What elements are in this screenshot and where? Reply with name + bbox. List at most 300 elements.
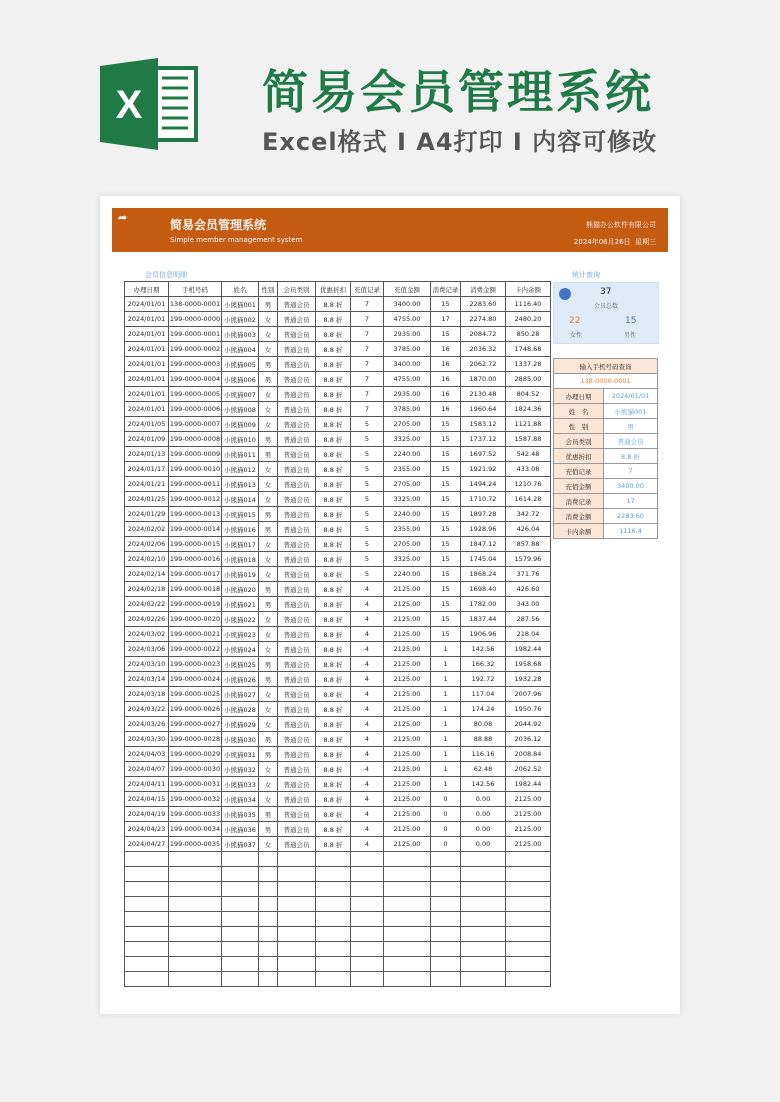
table-cell[interactable]: 2125.00 <box>384 807 431 822</box>
table-cell[interactable]: 2024/04/03 <box>125 747 169 762</box>
table-cell[interactable]: 2024/02/22 <box>125 597 169 612</box>
table-cell[interactable]: 小熊猫024 <box>222 642 259 657</box>
empty-cell[interactable] <box>351 867 384 882</box>
empty-cell[interactable] <box>431 972 461 987</box>
table-cell[interactable]: 普通会员 <box>278 417 316 432</box>
table-cell[interactable]: 8.8 折 <box>316 312 351 327</box>
table-cell[interactable]: 小熊猫023 <box>222 627 259 642</box>
table-cell[interactable]: 218.04 <box>506 627 551 642</box>
table-cell[interactable]: 1 <box>431 717 461 732</box>
table-cell[interactable]: 女 <box>259 462 278 477</box>
table-cell[interactable]: 2024/02/26 <box>125 612 169 627</box>
table-cell[interactable]: 普通会员 <box>278 387 316 402</box>
table-cell[interactable]: 女 <box>259 402 278 417</box>
table-cell[interactable]: 2240.00 <box>384 567 431 582</box>
table-cell[interactable]: 2024/01/25 <box>125 492 169 507</box>
empty-cell[interactable] <box>222 957 259 972</box>
table-cell[interactable]: 8.8 折 <box>316 507 351 522</box>
table-cell[interactable]: 7 <box>351 297 384 312</box>
table-cell[interactable]: 2283.60 <box>461 297 506 312</box>
table-cell[interactable]: 2125.00 <box>384 657 431 672</box>
table-cell[interactable]: 8.8 折 <box>316 522 351 537</box>
table-cell[interactable]: 8.8 折 <box>316 372 351 387</box>
table-cell[interactable]: 2125.00 <box>384 792 431 807</box>
table-cell[interactable]: 2935.00 <box>384 387 431 402</box>
table-cell[interactable]: 199-0000-0016 <box>169 552 222 567</box>
table-cell[interactable]: 小熊猫009 <box>222 417 259 432</box>
table-cell[interactable]: 1928.96 <box>461 522 506 537</box>
table-cell[interactable]: 8.8 折 <box>316 327 351 342</box>
table-cell[interactable]: 7 <box>351 402 384 417</box>
table-cell[interactable]: 4 <box>351 642 384 657</box>
table-cell[interactable]: 1 <box>431 747 461 762</box>
table-cell[interactable]: 4 <box>351 777 384 792</box>
table-cell[interactable]: 4 <box>351 792 384 807</box>
table-cell[interactable]: 4 <box>351 717 384 732</box>
empty-cell[interactable] <box>506 957 551 972</box>
table-cell[interactable]: 199-0000-0018 <box>169 582 222 597</box>
table-cell[interactable]: 199-0000-0006 <box>169 402 222 417</box>
table-cell[interactable]: 199-0000-0011 <box>169 477 222 492</box>
table-cell[interactable]: 小熊猫012 <box>222 462 259 477</box>
table-cell[interactable]: 小熊猫028 <box>222 702 259 717</box>
table-cell[interactable]: 426.04 <box>506 522 551 537</box>
table-cell[interactable]: 5 <box>351 447 384 462</box>
empty-cell[interactable] <box>222 882 259 897</box>
table-cell[interactable]: 小熊猫019 <box>222 567 259 582</box>
table-cell[interactable]: 1745.04 <box>461 552 506 567</box>
table-cell[interactable]: 1697.52 <box>461 447 506 462</box>
table-cell[interactable]: 8.8 折 <box>316 717 351 732</box>
table-cell[interactable]: 5 <box>351 522 384 537</box>
table-cell[interactable]: 142.56 <box>461 777 506 792</box>
table-cell[interactable]: 男 <box>259 297 278 312</box>
table-cell[interactable]: 小熊猫003 <box>222 327 259 342</box>
empty-cell[interactable] <box>461 972 506 987</box>
empty-cell[interactable] <box>506 867 551 882</box>
empty-cell[interactable] <box>125 912 169 927</box>
table-cell[interactable]: 普通会员 <box>278 732 316 747</box>
empty-cell[interactable] <box>259 972 278 987</box>
empty-cell[interactable] <box>259 957 278 972</box>
table-cell[interactable]: 1921.92 <box>461 462 506 477</box>
table-cell[interactable]: 女 <box>259 717 278 732</box>
empty-cell[interactable] <box>125 927 169 942</box>
table-cell[interactable]: 普通会员 <box>278 567 316 582</box>
table-cell[interactable]: 4 <box>351 687 384 702</box>
table-cell[interactable]: 2125.00 <box>506 837 551 852</box>
table-cell[interactable]: 343.00 <box>506 597 551 612</box>
table-cell[interactable]: 15 <box>431 597 461 612</box>
table-cell[interactable]: 15 <box>431 492 461 507</box>
table-cell[interactable]: 4 <box>351 597 384 612</box>
table-cell[interactable]: 普通会员 <box>278 807 316 822</box>
table-cell[interactable]: 小熊猫036 <box>222 822 259 837</box>
empty-cell[interactable] <box>278 912 316 927</box>
table-cell[interactable]: 小熊猫029 <box>222 717 259 732</box>
table-cell[interactable]: 2130.48 <box>461 387 506 402</box>
table-cell[interactable]: 542.48 <box>506 447 551 462</box>
table-cell[interactable]: 4755.00 <box>384 372 431 387</box>
table-cell[interactable]: 普通会员 <box>278 792 316 807</box>
table-cell[interactable]: 199-0000-0000 <box>169 312 222 327</box>
table-cell[interactable]: 女 <box>259 342 278 357</box>
table-cell[interactable]: 199-0000-0019 <box>169 597 222 612</box>
table-cell[interactable]: 普通会员 <box>278 822 316 837</box>
table-cell[interactable]: 8.8 折 <box>316 567 351 582</box>
table-cell[interactable]: 1824.36 <box>506 402 551 417</box>
table-cell[interactable]: 2024/03/18 <box>125 687 169 702</box>
table-cell[interactable]: 2125.00 <box>384 612 431 627</box>
table-cell[interactable]: 女 <box>259 762 278 777</box>
table-cell[interactable]: 8.8 折 <box>316 807 351 822</box>
table-cell[interactable]: 8.8 折 <box>316 462 351 477</box>
table-cell[interactable]: 199-0000-0005 <box>169 387 222 402</box>
table-cell[interactable]: 8.8 折 <box>316 762 351 777</box>
table-cell[interactable]: 2024/04/27 <box>125 837 169 852</box>
table-cell[interactable]: 小熊猫018 <box>222 552 259 567</box>
table-cell[interactable]: 0 <box>431 807 461 822</box>
table-cell[interactable]: 2125.00 <box>384 702 431 717</box>
empty-cell[interactable] <box>351 897 384 912</box>
empty-cell[interactable] <box>316 852 351 867</box>
empty-cell[interactable] <box>222 852 259 867</box>
table-cell[interactable]: 小熊猫027 <box>222 687 259 702</box>
empty-cell[interactable] <box>461 912 506 927</box>
table-cell[interactable]: 1 <box>431 672 461 687</box>
table-cell[interactable]: 199-0000-0033 <box>169 807 222 822</box>
empty-cell[interactable] <box>506 942 551 957</box>
table-cell[interactable]: 80.08 <box>461 717 506 732</box>
table-cell[interactable]: 5 <box>351 552 384 567</box>
table-cell[interactable]: 1583.12 <box>461 417 506 432</box>
empty-cell[interactable] <box>259 867 278 882</box>
empty-cell[interactable] <box>384 852 431 867</box>
table-cell[interactable]: 117.04 <box>461 687 506 702</box>
table-cell[interactable]: 199-0000-0015 <box>169 537 222 552</box>
empty-cell[interactable] <box>278 972 316 987</box>
table-cell[interactable]: 2024/03/30 <box>125 732 169 747</box>
table-cell[interactable]: 2240.00 <box>384 447 431 462</box>
table-cell[interactable]: 2885.00 <box>506 372 551 387</box>
empty-cell[interactable] <box>259 897 278 912</box>
table-cell[interactable]: 5 <box>351 507 384 522</box>
table-cell[interactable]: 女 <box>259 612 278 627</box>
table-cell[interactable]: 0.00 <box>461 807 506 822</box>
table-cell[interactable]: 2024/01/01 <box>125 357 169 372</box>
empty-cell[interactable] <box>316 897 351 912</box>
empty-cell[interactable] <box>461 897 506 912</box>
empty-cell[interactable] <box>351 882 384 897</box>
table-cell[interactable]: 1748.68 <box>506 342 551 357</box>
table-cell[interactable]: 7 <box>351 372 384 387</box>
table-cell[interactable]: 普通会员 <box>278 537 316 552</box>
empty-cell[interactable] <box>351 852 384 867</box>
table-cell[interactable]: 男 <box>259 732 278 747</box>
table-cell[interactable]: 2125.00 <box>384 672 431 687</box>
empty-cell[interactable] <box>316 867 351 882</box>
table-cell[interactable]: 8.8 折 <box>316 777 351 792</box>
table-cell[interactable]: 15 <box>431 432 461 447</box>
table-cell[interactable]: 8.8 折 <box>316 417 351 432</box>
empty-cell[interactable] <box>222 897 259 912</box>
empty-cell[interactable] <box>316 942 351 957</box>
table-cell[interactable]: 2125.00 <box>384 687 431 702</box>
table-cell[interactable]: 小熊猫033 <box>222 777 259 792</box>
table-cell[interactable]: 199-0000-0013 <box>169 507 222 522</box>
table-cell[interactable]: 小熊猫011 <box>222 447 259 462</box>
empty-cell[interactable] <box>431 852 461 867</box>
empty-cell[interactable] <box>278 897 316 912</box>
table-cell[interactable]: 普通会员 <box>278 342 316 357</box>
table-cell[interactable]: 4 <box>351 732 384 747</box>
empty-cell[interactable] <box>125 882 169 897</box>
table-cell[interactable]: 15 <box>431 612 461 627</box>
empty-cell[interactable] <box>461 882 506 897</box>
table-cell[interactable]: 1 <box>431 657 461 672</box>
table-cell[interactable]: 15 <box>431 447 461 462</box>
table-cell[interactable]: 普通会员 <box>278 402 316 417</box>
table-cell[interactable]: 2024/02/06 <box>125 537 169 552</box>
table-cell[interactable]: 普通会员 <box>278 717 316 732</box>
table-cell[interactable]: 15 <box>431 462 461 477</box>
table-cell[interactable]: 普通会员 <box>278 447 316 462</box>
empty-cell[interactable] <box>431 897 461 912</box>
table-cell[interactable]: 女 <box>259 312 278 327</box>
table-cell[interactable]: 小熊猫015 <box>222 507 259 522</box>
table-cell[interactable]: 小熊猫031 <box>222 747 259 762</box>
table-cell[interactable]: 5 <box>351 417 384 432</box>
empty-cell[interactable] <box>278 942 316 957</box>
table-cell[interactable]: 16 <box>431 357 461 372</box>
table-cell[interactable]: 2024/02/10 <box>125 552 169 567</box>
table-cell[interactable]: 3325.00 <box>384 492 431 507</box>
empty-cell[interactable] <box>222 927 259 942</box>
empty-cell[interactable] <box>431 912 461 927</box>
table-cell[interactable]: 小熊猫034 <box>222 792 259 807</box>
empty-cell[interactable] <box>461 942 506 957</box>
empty-cell[interactable] <box>259 912 278 927</box>
table-cell[interactable]: 女 <box>259 477 278 492</box>
table-cell[interactable]: 8.8 折 <box>316 672 351 687</box>
table-cell[interactable]: 男 <box>259 372 278 387</box>
table-cell[interactable]: 4 <box>351 822 384 837</box>
table-cell[interactable]: 2024/03/10 <box>125 657 169 672</box>
table-cell[interactable]: 8.8 折 <box>316 357 351 372</box>
table-cell[interactable]: 0 <box>431 837 461 852</box>
empty-cell[interactable] <box>351 912 384 927</box>
empty-cell[interactable] <box>125 942 169 957</box>
table-cell[interactable]: 1897.28 <box>461 507 506 522</box>
table-cell[interactable]: 女 <box>259 327 278 342</box>
table-cell[interactable]: 3785.00 <box>384 402 431 417</box>
table-cell[interactable]: 8.8 折 <box>316 342 351 357</box>
table-cell[interactable]: 普通会员 <box>278 627 316 642</box>
empty-cell[interactable] <box>461 957 506 972</box>
table-cell[interactable]: 小熊猫010 <box>222 432 259 447</box>
table-cell[interactable]: 1782.00 <box>461 597 506 612</box>
table-cell[interactable]: 2024/03/22 <box>125 702 169 717</box>
table-cell[interactable]: 普通会员 <box>278 327 316 342</box>
table-cell[interactable]: 7 <box>351 387 384 402</box>
table-cell[interactable]: 8.8 折 <box>316 492 351 507</box>
empty-cell[interactable] <box>125 852 169 867</box>
table-cell[interactable]: 2024/02/02 <box>125 522 169 537</box>
table-cell[interactable]: 2125.00 <box>384 597 431 612</box>
table-cell[interactable]: 2125.00 <box>384 627 431 642</box>
table-cell[interactable]: 4 <box>351 762 384 777</box>
table-cell[interactable]: 小熊猫021 <box>222 597 259 612</box>
empty-cell[interactable] <box>222 972 259 987</box>
table-cell[interactable]: 小熊猫006 <box>222 372 259 387</box>
table-cell[interactable]: 199-0000-0008 <box>169 432 222 447</box>
empty-cell[interactable] <box>506 882 551 897</box>
empty-cell[interactable] <box>259 942 278 957</box>
table-cell[interactable]: 199-0000-0027 <box>169 717 222 732</box>
table-cell[interactable]: 8.8 折 <box>316 627 351 642</box>
table-cell[interactable]: 2024/03/06 <box>125 642 169 657</box>
table-cell[interactable]: 2024/04/11 <box>125 777 169 792</box>
table-cell[interactable]: 2705.00 <box>384 537 431 552</box>
empty-cell[interactable] <box>384 972 431 987</box>
table-cell[interactable]: 199-0000-0029 <box>169 747 222 762</box>
table-cell[interactable]: 2024/03/26 <box>125 717 169 732</box>
empty-cell[interactable] <box>169 912 222 927</box>
table-cell[interactable]: 199-0000-0024 <box>169 672 222 687</box>
table-cell[interactable]: 2024/03/02 <box>125 627 169 642</box>
table-cell[interactable]: 1587.88 <box>506 432 551 447</box>
table-cell[interactable]: 1 <box>431 642 461 657</box>
table-cell[interactable]: 342.72 <box>506 507 551 522</box>
table-cell[interactable]: 小熊猫022 <box>222 612 259 627</box>
table-cell[interactable]: 2125.00 <box>384 642 431 657</box>
table-cell[interactable]: 男 <box>259 657 278 672</box>
table-cell[interactable]: 2024/01/01 <box>125 342 169 357</box>
table-cell[interactable]: 普通会员 <box>278 297 316 312</box>
table-cell[interactable]: 普通会员 <box>278 552 316 567</box>
share-icon[interactable]: ➦ <box>118 211 128 224</box>
table-cell[interactable]: 15 <box>431 582 461 597</box>
table-cell[interactable]: 2024/04/07 <box>125 762 169 777</box>
table-cell[interactable]: 15 <box>431 507 461 522</box>
table-cell[interactable]: 8.8 折 <box>316 387 351 402</box>
table-cell[interactable]: 199-0000-0025 <box>169 687 222 702</box>
table-cell[interactable]: 5 <box>351 537 384 552</box>
table-cell[interactable]: 普通会员 <box>278 462 316 477</box>
table-cell[interactable]: 5 <box>351 567 384 582</box>
table-cell[interactable]: 男 <box>259 447 278 462</box>
table-cell[interactable]: 8.8 折 <box>316 537 351 552</box>
table-cell[interactable]: 小熊猫013 <box>222 477 259 492</box>
table-cell[interactable]: 小熊猫005 <box>222 357 259 372</box>
table-cell[interactable]: 1950.76 <box>506 702 551 717</box>
empty-cell[interactable] <box>461 852 506 867</box>
empty-cell[interactable] <box>431 867 461 882</box>
table-cell[interactable]: 男 <box>259 357 278 372</box>
table-cell[interactable]: 3785.00 <box>384 342 431 357</box>
table-cell[interactable]: 小熊猫026 <box>222 672 259 687</box>
empty-cell[interactable] <box>169 852 222 867</box>
empty-cell[interactable] <box>316 882 351 897</box>
table-cell[interactable]: 0 <box>431 822 461 837</box>
table-cell[interactable]: 2036.32 <box>461 342 506 357</box>
table-cell[interactable]: 小熊猫025 <box>222 657 259 672</box>
empty-cell[interactable] <box>125 867 169 882</box>
table-cell[interactable]: 普通会员 <box>278 687 316 702</box>
table-cell[interactable]: 普通会员 <box>278 747 316 762</box>
table-cell[interactable]: 17 <box>431 312 461 327</box>
table-cell[interactable]: 1737.12 <box>461 432 506 447</box>
table-cell[interactable]: 8.8 折 <box>316 432 351 447</box>
table-cell[interactable]: 0.00 <box>461 837 506 852</box>
table-cell[interactable]: 普通会员 <box>278 657 316 672</box>
table-cell[interactable]: 8.8 折 <box>316 612 351 627</box>
table-cell[interactable]: 199-0000-0028 <box>169 732 222 747</box>
table-cell[interactable]: 1121.88 <box>506 417 551 432</box>
table-cell[interactable]: 2024/01/01 <box>125 387 169 402</box>
table-cell[interactable]: 199-0000-0002 <box>169 342 222 357</box>
table-cell[interactable]: 女 <box>259 537 278 552</box>
table-cell[interactable]: 2705.00 <box>384 477 431 492</box>
table-cell[interactable]: 2125.00 <box>506 792 551 807</box>
table-cell[interactable]: 1932.28 <box>506 672 551 687</box>
table-cell[interactable]: 小熊猫035 <box>222 807 259 822</box>
empty-cell[interactable] <box>169 867 222 882</box>
table-cell[interactable]: 普通会员 <box>278 702 316 717</box>
table-cell[interactable]: 男 <box>259 582 278 597</box>
table-cell[interactable]: 普通会员 <box>278 642 316 657</box>
table-cell[interactable]: 2084.72 <box>461 327 506 342</box>
empty-cell[interactable] <box>384 897 431 912</box>
table-cell[interactable]: 小熊猫016 <box>222 522 259 537</box>
table-cell[interactable]: 1 <box>431 687 461 702</box>
table-cell[interactable]: 8.8 折 <box>316 702 351 717</box>
table-cell[interactable]: 199-0000-0031 <box>169 777 222 792</box>
table-cell[interactable]: 2024/01/01 <box>125 297 169 312</box>
table-cell[interactable]: 16 <box>431 387 461 402</box>
empty-cell[interactable] <box>384 912 431 927</box>
table-cell[interactable]: 804.52 <box>506 387 551 402</box>
table-cell[interactable]: 1868.24 <box>461 567 506 582</box>
table-cell[interactable]: 2125.00 <box>384 582 431 597</box>
table-cell[interactable]: 199-0000-0020 <box>169 612 222 627</box>
table-cell[interactable]: 1 <box>431 777 461 792</box>
table-cell[interactable]: 普通会员 <box>278 762 316 777</box>
table-cell[interactable]: 女 <box>259 777 278 792</box>
table-cell[interactable]: 15 <box>431 552 461 567</box>
table-cell[interactable]: 2024/01/01 <box>125 312 169 327</box>
table-cell[interactable]: 8.8 折 <box>316 687 351 702</box>
empty-cell[interactable] <box>316 957 351 972</box>
empty-cell[interactable] <box>431 882 461 897</box>
table-cell[interactable]: 7 <box>351 327 384 342</box>
empty-cell[interactable] <box>431 957 461 972</box>
table-cell[interactable]: 女 <box>259 687 278 702</box>
table-cell[interactable]: 2044.92 <box>506 717 551 732</box>
table-cell[interactable]: 15 <box>431 627 461 642</box>
table-cell[interactable]: 1 <box>431 732 461 747</box>
table-cell[interactable]: 2007.96 <box>506 687 551 702</box>
table-cell[interactable]: 1210.76 <box>506 477 551 492</box>
table-cell[interactable]: 男 <box>259 507 278 522</box>
empty-cell[interactable] <box>351 927 384 942</box>
table-cell[interactable]: 199-0000-0023 <box>169 657 222 672</box>
table-cell[interactable]: 199-0000-0032 <box>169 792 222 807</box>
table-cell[interactable]: 199-0000-0003 <box>169 357 222 372</box>
table-cell[interactable]: 7 <box>351 342 384 357</box>
table-cell[interactable]: 2125.00 <box>384 777 431 792</box>
table-cell[interactable]: 138-0000-0001 <box>169 297 222 312</box>
